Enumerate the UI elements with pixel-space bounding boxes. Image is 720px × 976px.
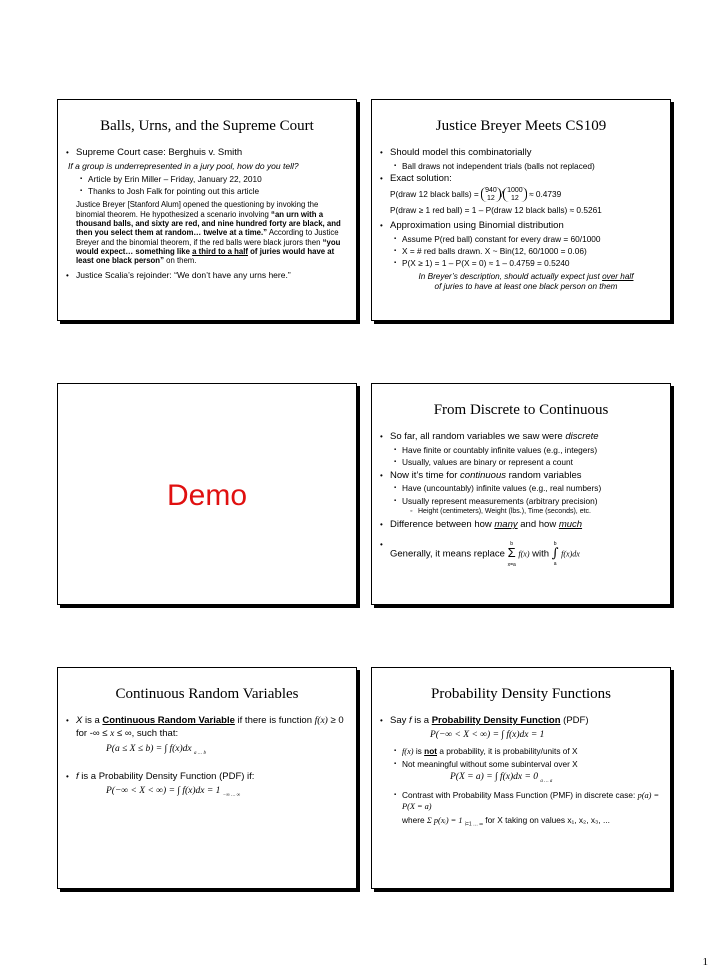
bullet: • Exact solution: bbox=[390, 173, 662, 185]
sub-sub-bullet: ◦ Height (centimeters), Weight (lbs.), Time (seconds), etc. bbox=[418, 508, 662, 517]
sub-bullet: ▪ Usually, values are binary or represent a count bbox=[402, 457, 662, 467]
slide-title: Continuous Random Variables bbox=[115, 686, 299, 702]
slide-demo bbox=[57, 383, 357, 605]
slide-title: Balls, Urns, and the Supreme Court bbox=[100, 118, 314, 134]
slide-continuous-rv bbox=[57, 667, 357, 889]
sub-bullet: ▪ Usually represent measurements (arbitrary precision) bbox=[402, 496, 662, 506]
sub-bullet: ▪ Contrast with Probability Mass Function (PMF) in discrete case: p(a) = P(X = a) bbox=[402, 790, 662, 813]
slide-title: Probability Density Functions bbox=[431, 686, 611, 702]
sub-bullet: ▪ Ball draws not independent trials (balls not replaced) bbox=[402, 161, 662, 171]
integral-symbol: b ∫ a bbox=[551, 541, 559, 568]
exact-result: P(draw ≥ 1 red ball) = 1 – P(draw 12 black balls) ≈ 0.5261 bbox=[390, 205, 602, 216]
bullet: • Should model this combinatorially bbox=[390, 147, 662, 159]
bullet: • Say f is a Probability Density Function (PDF) bbox=[390, 715, 662, 727]
sub-bullet: ▪ P(X ≥ 1) = 1 – P(X = 0) ≈ 1 – 0.4759 = 0.5240 bbox=[402, 258, 662, 268]
sub-bullet: ▪ X = # red balls drawn. X ~ Bin(12, 60/1000 = 0.06) bbox=[402, 246, 662, 256]
equation-total: P(−∞ < X < ∞) = ∫ f(x)dx = 1 bbox=[430, 729, 545, 740]
sub-bullet: ▪ Have finite or countably infinite values (e.g., integers) bbox=[402, 445, 662, 455]
sub-bullet: ▪ Article by Erin Miller – Friday, January 22, 2010 bbox=[88, 174, 348, 184]
slide-balls-urns bbox=[57, 99, 357, 321]
bullet: • Now it’s time for continuous random variables bbox=[390, 470, 662, 482]
equation-interval: P(a ≤ X ≤ b) = ∫ f(x)dx $_{a \dots b}$ bbox=[106, 743, 206, 756]
note: In Breyer’s description, should actually expect just over half of juries to have at least one black person on them bbox=[418, 271, 634, 292]
slide-pdf bbox=[371, 667, 671, 889]
sub-bullet: ▪ Not meaningful without some subinterval over X bbox=[402, 759, 662, 769]
bullet: • Supreme Court case: Berghuis v. Smith bbox=[76, 147, 348, 159]
binom-1000: 1000 12 bbox=[503, 187, 527, 202]
sum-symbol: b Σ x=a bbox=[507, 540, 516, 568]
demo-label: Demo bbox=[166, 479, 248, 512]
equation-total: P(−∞ < X < ∞) = ∫ f(x)dx = 1 $_{-\infty \dots \infty}$ bbox=[106, 785, 241, 798]
slide-justice-breyer bbox=[371, 99, 671, 321]
sub-bullet: ▪ f(x) is not a probability, it is probability/units of X bbox=[402, 746, 662, 757]
question: If a group is underrepresented in a jury pool, how do you tell? bbox=[68, 160, 299, 171]
binom-940: 940 12 bbox=[481, 187, 501, 202]
bullet: • Generally, it means replace b Σ x=a f(x) with b ∫ a f(x)dx bbox=[390, 539, 662, 569]
exact-formula: P(draw 12 black balls) = 940 12 / 1000 12 ≈ 0.4739 bbox=[390, 187, 562, 202]
equation-point: P(X = a) = ∫ f(x)dx = 0 $_{a \dots a}$ bbox=[450, 772, 553, 785]
bullet: • Difference between how many and how much bbox=[390, 519, 662, 531]
bullet: • Approximation using Binomial distribution bbox=[390, 220, 662, 232]
bullet: • Justice Scalia’s rejoinder: “We don’t have any urns here.” bbox=[76, 270, 348, 281]
pmf-sum: where Σ p(xᵢ) = 1 $_{i=1 \dots \infty}$ for X taking on values x₁, x₂, x₃, ... bbox=[402, 815, 610, 828]
page-number: 1 bbox=[702, 956, 708, 968]
sub-bullet: ▪ Assume P(red ball) constant for every draw = 60/1000 bbox=[402, 234, 662, 244]
quote-paragraph: Justice Breyer [Stanford Alum] opened the questioning by invoking the binomial theorem. He hypothesized a scenario involving “an urn with a thousand balls, and sixty are red, and nine hundred forty are black, and then you select them at random… twelve at a time.” According to Justice Breyer and the binomial theorem, if the red balls were black jurors then “you would expect… something like a third to a half of juries would have at least one black person” on them. bbox=[76, 200, 341, 266]
sub-bullet: ▪ Have (uncountably) infinite values (e.g., real numbers) bbox=[402, 483, 662, 493]
bullet: • X is a Continuous Random Variable if there is function f(x) ≥ 0 for -∞ ≤ x ≤ ∞, such that: bbox=[76, 715, 348, 741]
bullet: • f is a Probability Density Function (PDF) if: bbox=[76, 771, 348, 783]
slide-title: From Discrete to Continuous bbox=[433, 402, 609, 418]
bullet: • So far, all random variables we saw were discrete bbox=[390, 431, 662, 443]
slide-title: Justice Breyer Meets CS109 bbox=[435, 118, 607, 134]
slide-discrete-continuous bbox=[371, 383, 671, 605]
sub-bullet: ▪ Thanks to Josh Falk for pointing out this article bbox=[88, 186, 348, 196]
